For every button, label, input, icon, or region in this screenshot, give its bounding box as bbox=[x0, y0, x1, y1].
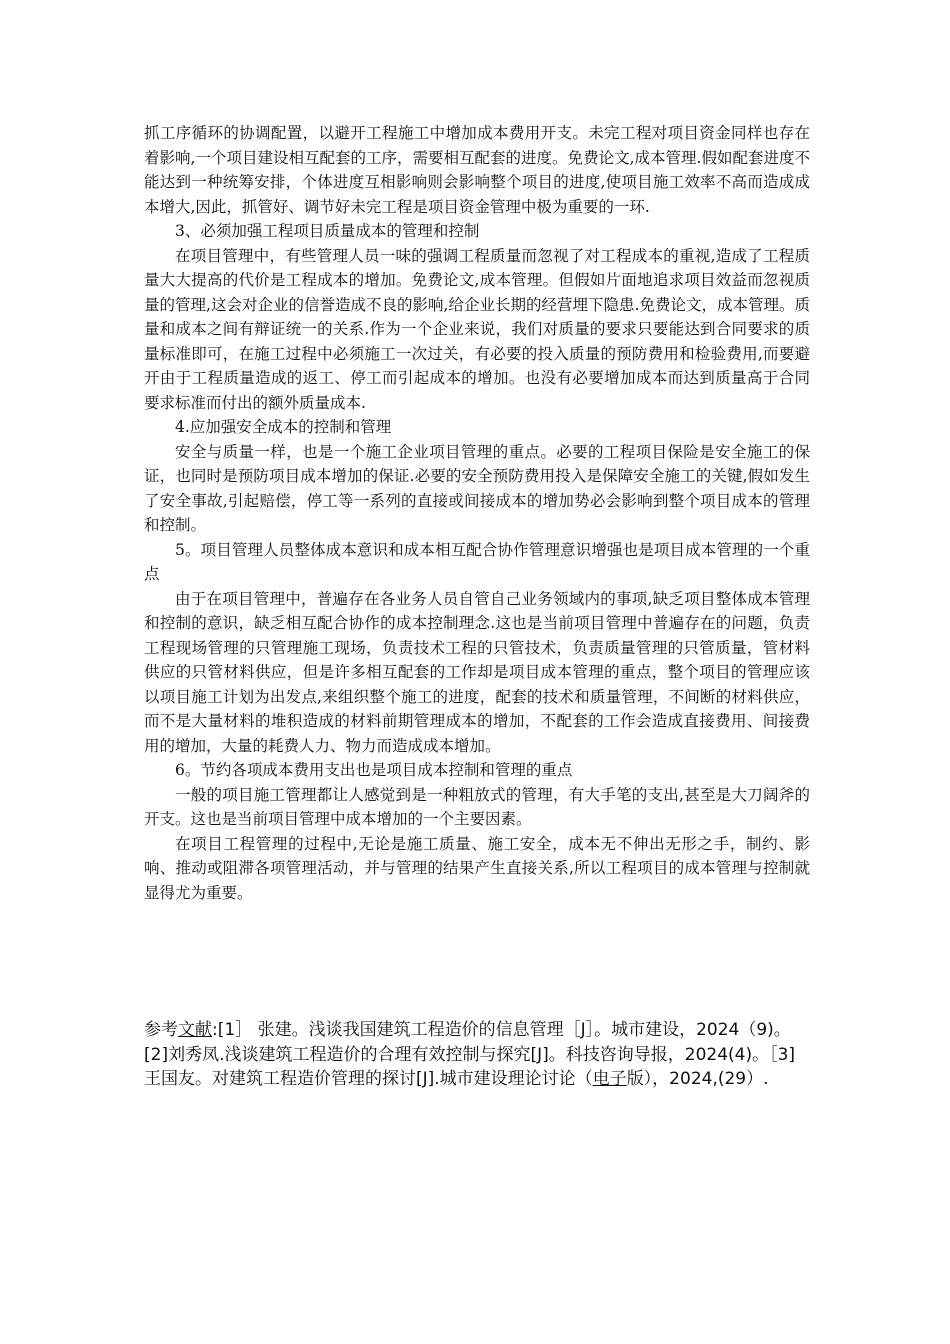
references-suffix: 版），2024,(29）. bbox=[626, 1069, 769, 1089]
electronic-link[interactable]: 电子 bbox=[592, 1069, 627, 1089]
section-heading-5: 5。项目管理人员整体成本意识和成本相互配合协作管理意识增强也是项目成本管理的一个重点 bbox=[144, 540, 810, 583]
section-heading-6: 6。节约各项成本费用支出也是项目成本控制和管理的重点 bbox=[175, 761, 573, 779]
references-section bbox=[144, 1018, 810, 1092]
paragraph-2: 在项目管理中，有些管理人员一味的强调工程质量而忽视了对工程成本的重视,造成了工程质量大大提高的代价是工程成本的增加。免费论文,成本管理。但假如片面地追求项目效益而忽视质量的管理,这会对企业的信誉造成不良的影响,给企业长期的经营埋下隐患.免费论文，成本管理。质量和成本之间有辩证统一的关系.作为一个企业来说，我们对质量的要求只要能达到合同要求的质量标准即可，在施工过程中必须施工一次过关，有必要的投入质量的预防费用和检验费用,而要避开由于工程质量造成的返工、停工而引起成本的增加。也没有必要增加成本而达到质量高于合同要求标准而付出的额外质量成本. bbox=[144, 246, 810, 412]
references-text bbox=[144, 1018, 810, 1092]
references-prefix: 参考 bbox=[144, 1020, 178, 1040]
paragraph-4: 由于在项目管理中，普遍存在各业务人员自管自己业务领域内的事项,缺乏项目整体成本管理和控制的意识，缺乏相互配合协作的成本控制理念.这也是当前项目管理中普遍存在的问题，负责工程现场管理的只管理施工现场，负责技术工程的只管技术，负责质量管理的只管质量，管材料供应的只管材料供应，但是许多相互配套的工作却是项目成本管理的重点，整个项目的管理应该以项目施工计划为出发点,来组织整个施工的进度，配套的技术和质量管理，不间断的材料供应，而不是大量材料的堆积造成的材料前期管理成本的增加，不配套的工作会造成直接费用、间接费用的增加，大量的耗费人力、物力而造成成本增加。 bbox=[144, 589, 810, 755]
paragraph-5: 一般的项目施工管理都让人感觉到是一种粗放式的管理，有大手笔的支出,甚至是大刀阔斧的开支。这也是当前项目管理中成本增加的一个主要因素。 bbox=[144, 785, 810, 828]
article-body bbox=[144, 121, 810, 905]
section-heading-3: 3、必须加强工程项目质量成本的管理和控制 bbox=[175, 222, 480, 240]
references-body: :[1］ 张建。浅谈我国建筑工程造价的信息管理［J］。城市建设，2024（9)。[2]刘秀凤.浅谈建筑工程造价的合理有效控制与探究[J]。科技咨询导报，2024(4)。［3]王国友。对建筑工程造价管理的探讨[J].城市建设理论讨论（ bbox=[144, 1020, 796, 1089]
paragraph-1: 抓工序循环的协调配置，以避开工程施工中增加成本费用开支。未完工程对项目资金同样也存在着影响,一个项目建设相互配套的工序，需要相互配套的进度。免费论文,成本管理.假如配套进度不能达到一种统筹安排，个体进度互相影响则会影响整个项目的进度,使项目施工效率不高而造成成本增大,因此，抓管好、调节好未完工程是项目资金管理中极为重要的一环. bbox=[144, 124, 810, 216]
paragraph-3: 安全与质量一样，也是一个施工企业项目管理的重点。必要的工程项目保险是安全施工的保证，也同时是预防项目成本增加的保证.必要的安全预防费用投入是保障安全施工的关键,假如发生了安全事故,引起赔偿，停工等一系列的直接或间接成本的增加势必会影响到整个项目成本的管理和控制。 bbox=[144, 442, 810, 534]
section-heading-4: 4.应加强安全成本的控制和管理 bbox=[175, 418, 392, 436]
references-link[interactable]: 文献 bbox=[178, 1020, 212, 1040]
paragraph-6: 在项目工程管理的过程中,无论是施工质量、施工安全，成本无不伸出无形之手，制约、影响、推动或阻滞各项管理活动，并与管理的结果产生直接关系,所以工程项目的成本管理与控制就显得尤为重要。 bbox=[144, 834, 810, 902]
